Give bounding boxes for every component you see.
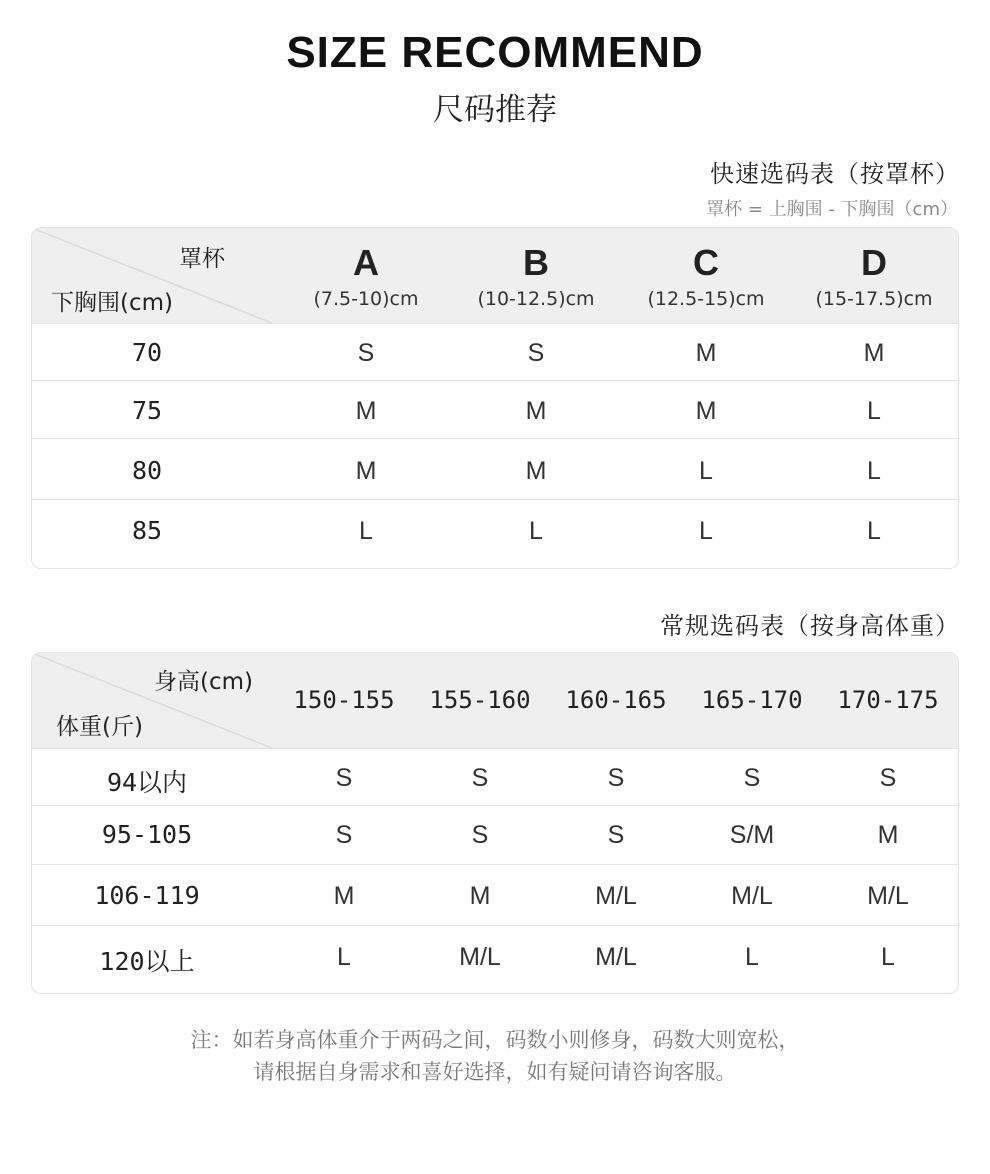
size-cell: M [469,882,491,910]
footnote [0,1024,990,1088]
size-cell: L [867,457,881,485]
quick-table-formula: 罩杯 = 上胸围 - 下胸围（cm） [706,199,958,220]
table-row [32,805,958,865]
size-cell: S [335,821,353,849]
height-column-header: 155-160 [429,686,531,714]
footnote-line: 请根据自身需求和喜好选择，如有疑问请咨询客服。 [253,1060,737,1084]
row-label: 80 [131,456,163,485]
size-cell: L [699,517,713,545]
table-row [32,499,958,569]
size-cell: S [607,764,625,792]
size-cell: S [335,764,353,792]
cup-letter: D [861,242,887,283]
quick-table-header [32,228,958,323]
row-label: 95-105 [101,820,193,849]
size-cell: L [867,517,881,545]
size-cell: M/L [731,882,773,910]
cup-letter: B [523,242,549,283]
size-cell: M/L [459,943,501,971]
table-row [32,748,958,806]
table-row [32,438,958,500]
row-label: 75 [131,396,163,425]
row-label: 94以内 [106,768,188,797]
size-cell: M [525,457,547,485]
corner-label-height: 身高(cm) [154,669,253,695]
size-cell: M/L [595,882,637,910]
corner-label-cup: 罩杯 [179,246,225,272]
cup-range: (15-17.5)cm [815,288,933,310]
size-cell: S [879,764,897,792]
size-cell: M/L [867,882,909,910]
table-row [32,380,958,439]
size-cell: M [525,397,547,425]
size-cell: M/L [595,943,637,971]
general-table-header [32,653,958,748]
cup-column-a [281,242,451,310]
cup-range: (12.5-15)cm [647,288,765,310]
corner-label-underbust: 下胸围(cm) [51,290,173,316]
size-cell: M [863,339,885,367]
footnote-line: 注：如若身高体重介于两码之间，码数小则修身，码数大则宽松， [190,1028,800,1052]
height-column-header: 160-165 [565,686,667,714]
table-row [32,323,958,381]
size-cell: S [607,821,625,849]
size-cell: S [471,821,489,849]
size-cell: M [355,457,377,485]
page-subtitle: 尺码推荐 [433,92,557,128]
cup-range: (7.5-10)cm [313,288,419,310]
quick-size-table [31,227,959,569]
row-label: 70 [131,338,163,367]
general-table-title: 常规选码表（按身高体重） [660,612,960,640]
height-column-header: 170-175 [837,686,939,714]
size-cell: L [699,457,713,485]
row-label: 106-119 [94,881,200,910]
cup-letter: C [693,242,719,283]
cup-column-d [789,242,959,310]
cup-column-b [451,242,621,310]
size-cell: L [337,943,351,971]
page-title: SIZE RECOMMEND [286,28,704,77]
size-cell: S [527,339,545,367]
size-cell: S [743,764,761,792]
size-cell: S/M [729,821,775,849]
size-cell: L [745,943,759,971]
size-cell: L [359,517,373,545]
size-cell: S [471,764,489,792]
corner-label-weight: 体重(斤) [56,714,143,740]
row-label: 85 [131,516,163,545]
table-row [32,925,958,994]
height-column-header: 165-170 [701,686,803,714]
cup-column-c [621,242,791,310]
table-row [32,864,958,926]
cup-range: (10-12.5)cm [477,288,595,310]
general-size-table [31,652,959,994]
height-column-header: 150-155 [293,686,395,714]
size-cell: S [357,339,375,367]
quick-table-title: 快速选码表（按罩杯） [710,160,960,188]
row-label: 120以上 [99,947,195,976]
size-cell: L [881,943,895,971]
size-cell: L [529,517,543,545]
cup-letter: A [353,242,379,283]
size-cell: M [695,339,717,367]
size-cell: M [695,397,717,425]
size-cell: M [333,882,355,910]
size-cell: M [877,821,899,849]
size-cell: M [355,397,377,425]
size-cell: L [867,397,881,425]
